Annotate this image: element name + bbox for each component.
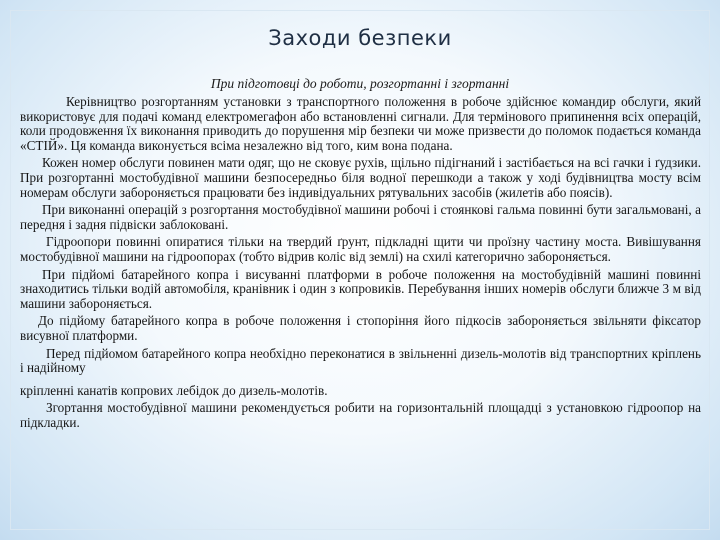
paragraph: кріпленні канатів копрових лебідок до дизель-молотів. (20, 382, 328, 398)
page-title: Заходи безпеки (268, 26, 452, 50)
document-body (20, 95, 701, 433)
paragraph: Згортання мостобудівної машини рекомендується робити на горизонтальній площадці з установкою гідроопор на підкладки. (20, 400, 701, 430)
paragraph: При підйомі батарейного копра і висуванні платформи в робоче положення на мостобудівній машині повинні знаходитись тільки водій автомобіля, кранівник і один з копровиків. Перебування інших номерів обслуги ближче 3 м від машини забороняється. (20, 266, 701, 311)
paragraph: Гідроопори повинні опиратися тільки на твердий ґрунт, підкладні щити чи проїзну частину моста. Вивішування мостобудівної машини на гідроопорах (тобто відрив коліс від землі) на схилі категорично забороняється. (20, 234, 701, 264)
paragraph: До підйому батарейного копра в робоче положення і стопоріння його підкосів забороняється звільняти фіксатор висувної платформи. (20, 313, 701, 343)
section-subtitle: При підготовці до роботи, розгортанні і згортанні (210, 76, 510, 91)
paragraph: Кожен номер обслуги повинен мати одяг, що не сковує рухів, щільно підігнаний і застібається на всі гачки і ґудзики. При розгортанні мостобудівної машини безпосередньо біля водної перешкоди а також у ході будівництва мосту всім номерам обслуги забороняється працювати без індивідуальних рятувальних засобів (жилетів або поясів). (20, 155, 701, 200)
paragraph: При виконанні операцій з розгортання мостобудівної машини робочі і стоянкові гальма повинні бути загальмовані, а передня і задня підвіски заблоковані. (20, 202, 701, 232)
paragraph: Керівництво розгортанням установки з транспортного положення в робоче здійснює командир обслуги, який використовує для подачі команд електромегафон або встановленні сигнали. Для термінового припинення всіх операцій, коли продовження їх виконання приводить до порушення мір безпеки чи може призвести до поломок подається команда «СТІЙ». Ця команда виконується всіма незалежно від того, ким вона подана. (20, 94, 701, 153)
paragraph: Перед підйомом батарейного копра необхідно переконатися в звільненні дизель-молотів від транспортних кріплень і надійному (20, 345, 701, 376)
